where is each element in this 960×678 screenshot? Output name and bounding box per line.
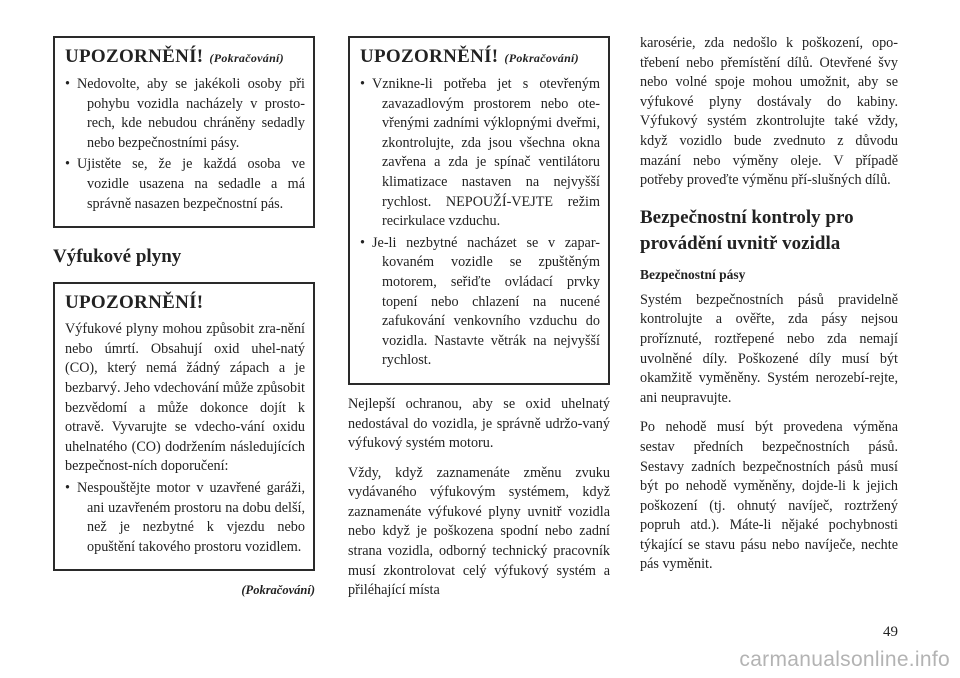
- body-paragraph: Vždy, když zaznamenáte změnu zvuku vydávaného výfukovým systémem, když zaznamenáte výfukové plyny uvnitř vozidla nebo když je poškozena spodní nebo zadní strana vozidla, odborný technický pracovník musí zkontrolovat celý výfukový systém a přiléhající místa: [348, 464, 610, 599]
- column-2: [348, 36, 610, 611]
- watermark: carmanualsonline.info: [739, 648, 950, 671]
- warning-box-continued: [53, 36, 315, 228]
- warning-continued-label: (Pokračování): [209, 51, 284, 65]
- warning-bullet: • Je-li nezbytné nacházet se v zapar-kovaném vozidle se zpuštěným motorem, seřiďte ovládací prvky topení nebo chlazení na nucené zafukování venkovního vzduchu do vozidla. Nastavte větrák na nejvyšší rychlost.: [360, 234, 600, 369]
- warning-bullet: • Nedovolte, aby se jakékoli osoby při pohybu vozidla nacházely v prosto-rech, kde nebudou chráněny sedadly nebo bezpečnostními pásy.: [65, 76, 305, 151]
- warning-bullet-list: [65, 75, 305, 214]
- warning-bullet: • Ujistěte se, že je každá osoba ve vozidle usazena na sedadle a má správně nasazen bezpečnostní pás.: [65, 156, 305, 212]
- continued-note: (Pokračování): [241, 583, 315, 598]
- warning-box-continued: [348, 36, 610, 385]
- warning-box-exhaust: [53, 282, 315, 571]
- body-paragraph: Nejlepší ochranou, aby se oxid uhelnatý nedostával do vozidla, je správně udržo-vaný výfukový systém motoru.: [348, 395, 610, 452]
- body-paragraph: Po nehodě musí být provedena výměna sestav předních bezpečnostních pásů. Sestavy zadních bezpečnostních pásů musí být po nehodě vyměněny, dojde-li k jejich poškození (tj. ohnutý navíječ, roztržený popruh atd.). Máte-li nějaké pochybnosti týkající se stavu pásu nebo navíječe, nechte pás vyměnit.: [640, 419, 898, 573]
- warning-bullet-list: [360, 75, 600, 371]
- column-3: [640, 34, 898, 585]
- section-title-exhaust: Výfukové plyny: [53, 246, 182, 268]
- warning-title-text: UPOZORNĚNÍ!: [360, 46, 499, 67]
- section-heading-safety-checks: Bezpečnostní kontroly pro provádění uvnitř vozidla: [640, 206, 854, 254]
- warning-title-text: UPOZORNĚNÍ!: [65, 46, 204, 67]
- warning-bullet: • Vznikne-li potřeba jet s otevřeným zavazadlovým prostorem nebo ote-vřenými zadními výklopnými dveřmi, zkontrolujte, zda jsou všechna okna zavřena a zda je spínač ventilátoru klimatizace nastaven na nejvyšší rychlost. NEPOUŽÍ-VEJTE režim recirkulace vzduchu.: [360, 76, 600, 230]
- warning-title: [65, 46, 305, 69]
- warning-continued-label: (Pokračování): [504, 51, 579, 65]
- warning-bullet: • Nespouštějte motor v uzavřené garáži, ani uzavřeném prostoru na dobu delší, než je nezbytné k vjezdu nebo opuštění takového prostoru vozidlem.: [65, 479, 305, 555]
- body-paragraph: Systém bezpečnostních pásů pravidelně kontrolujte a ověřte, zda pásy nejsou proříznuté, roztřepené nebo zda nemají uvolněné díly. Poškozené díly musí být okamžitě vyměněny. Systém nerozebí-rejte, ani neupravujte.: [640, 291, 898, 406]
- column-1: [53, 36, 315, 598]
- warning-title: [360, 46, 600, 69]
- body-paragraph-continued: karosérie, zda nedošlo k poškození, opo-třebení nebo přemístění dílů. Otevřené švy nebo volné spoje mohou umožnit, aby se výfukové plyny dostávaly do kabiny. Výfukový systém zkontrolujte také vždy, když vozidlo bude zvednuto z důvodu mazání nebo výměny oleje. V případě potřeby proveďte výměnu pří-slušných dílů.: [640, 35, 898, 189]
- subheading-seat-belts: Bezpečnostní pásy: [640, 266, 746, 282]
- page-number: 49: [883, 624, 898, 640]
- warning-title: UPOZORNĚNÍ!: [65, 292, 204, 314]
- warning-bullet-list: [65, 479, 305, 557]
- warning-paragraph: Výfukové plyny mohou způsobit zra-nění nebo úmrtí. Obsahují oxid uhel-natý (CO), který nemá žádný zápach a je bezbarvý. Jeho vdechování může způsobit bezvědomí a může dokonce dojít k otravě. Vyvarujte se vdecho-vání oxidu uhelnatého (CO) dodržením následujících bezpečnost-ních doporučení:: [65, 321, 305, 475]
